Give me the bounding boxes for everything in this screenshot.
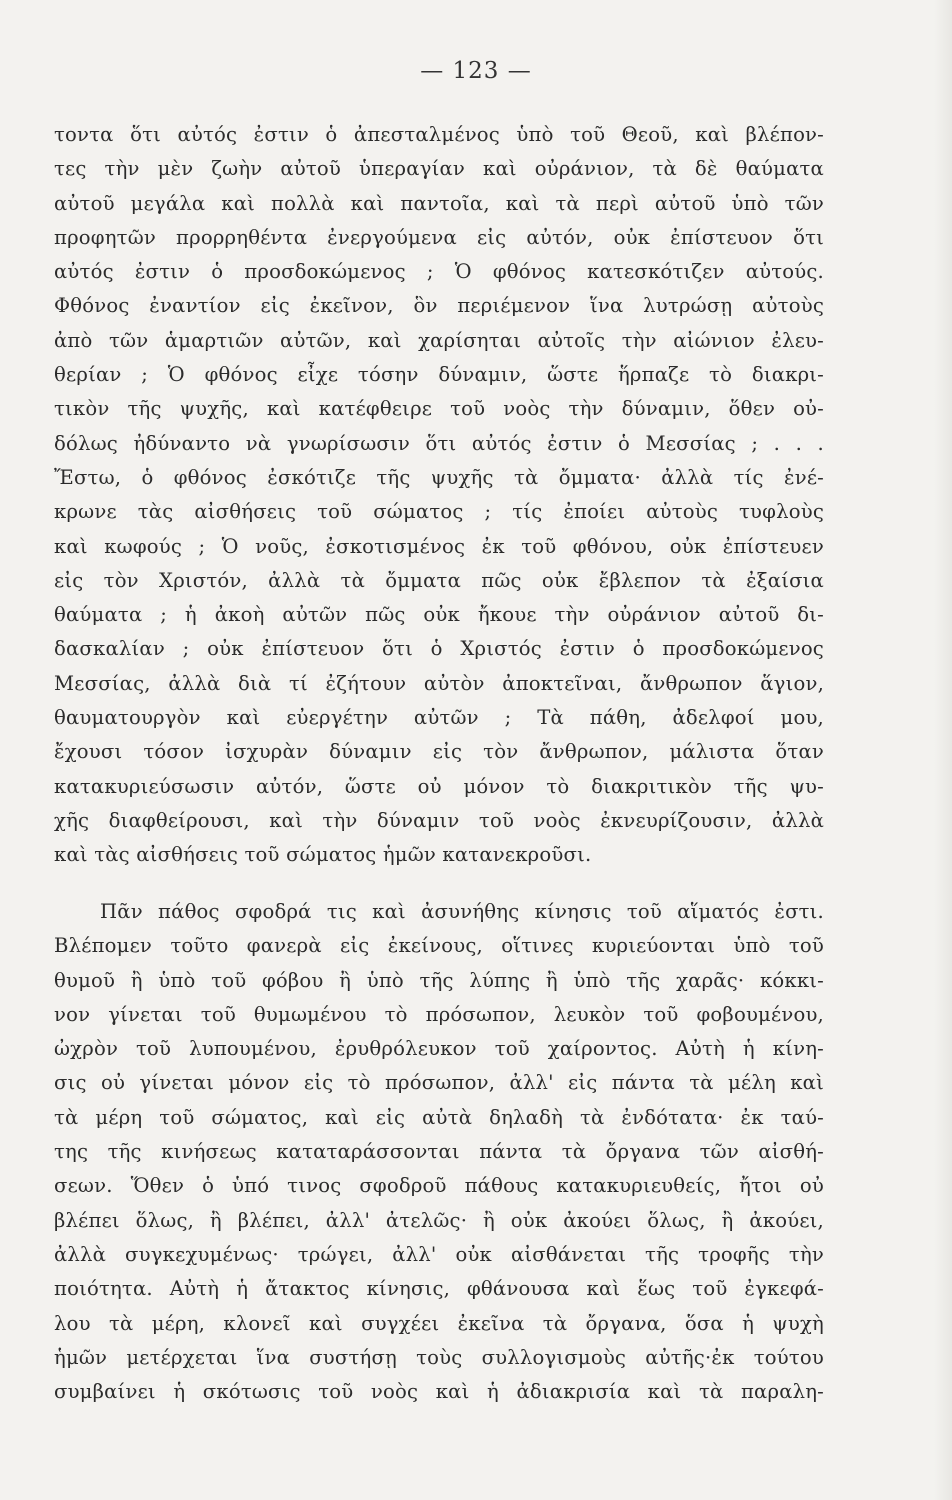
text-line: σεων. Ὅθεν ὁ ὑπό τινος σφοδροῦ πάθους κατακυριευθείς, ἤτοι οὐ	[54, 1174, 824, 1198]
text-line: Φθόνος ἐναντίον εἰς ἐκεῖνον, ὃν περιέμενον ἵνα λυτρώσῃ αὐτοὺς	[54, 294, 824, 318]
text-line: ἀλλὰ συγκεχυμένως· τρώγει, ἀλλ' οὐκ αἰσθάνεται τῆς τροφῆς τὴν	[54, 1242, 824, 1266]
text-line: καὶ κωφούς ; Ὁ νοῦς, ἐσκοτισμένος ἐκ τοῦ φθόνου, οὐκ ἐπίστευεν	[54, 534, 824, 558]
text-line: κρωνε τὰς αἰσθήσεις τοῦ σώματος ; τίς ἐποίει αὐτοὺς τυφλοὺς	[54, 500, 824, 524]
text-line: ἡμῶν μετέρχεται ἵνα συστήσῃ τοὺς συλλογισμοὺς αὐτῆς·ἐκ τούτου	[54, 1345, 824, 1369]
paragraph-1	[54, 118, 824, 873]
text-line: ὠχρὸν τοῦ λυπουμένου, ἐρυθρόλευκον τοῦ χαίροντος. Αὐτὴ ἡ κίνη-	[54, 1037, 824, 1061]
text-line: τὰ μέρη τοῦ σώματος, καὶ εἰς αὐτὰ δηλαδὴ τὰ ἐνδότατα· ἐκ ταύ-	[54, 1105, 824, 1129]
text-line: εἰς τὸν Χριστόν, ἀλλὰ τὰ ὄμματα πῶς οὐκ ἔβλεπον τὰ ἐξαίσια	[54, 568, 824, 592]
text-line: ἀπὸ τῶν ἁμαρτιῶν αὐτῶν, καὶ χαρίσηται αὐτοῖς τὴν αἰώνιον ἐλευ-	[54, 328, 824, 352]
text-line: θερίαν ; Ὁ φθόνος εἶχε τόσην δύναμιν, ὥστε ἥρπαζε τὸ διακρι-	[54, 363, 824, 387]
text-line: θαύματα ; ἡ ἀκοὴ αὐτῶν πῶς οὐκ ἤκουε τὴν οὐράνιον αὐτοῦ δι-	[54, 603, 824, 627]
text-line: συμβαίνει ἡ σκότωσις τοῦ νοὸς καὶ ἡ ἀδιακρισία καὶ τὰ παραλη-	[54, 1380, 824, 1404]
text-line: Μεσσίας, ἀλλὰ διὰ τί ἐζήτουν αὐτὸν ἀποκτεῖναι, ἄνθρωπον ἅγιον,	[54, 671, 824, 695]
text-line: τες τὴν μὲν ζωὴν αὐτοῦ ὑπεραγίαν καὶ οὐράνιον, τὰ δὲ θαύματα	[54, 157, 824, 181]
text-line: λου τὰ μέρη, κλονεῖ καὶ συγχέει ἐκεῖνα τὰ ὄργανα, ὅσα ἡ ψυχὴ	[54, 1311, 824, 1335]
text-line: σις οὐ γίνεται μόνον εἰς τὸ πρόσωπον, ἀλλ' εἰς πάντα τὰ μέλη καὶ	[54, 1071, 824, 1095]
text-line: καὶ τὰς αἰσθήσεις τοῦ σώματος ἡμῶν κατανεκροῦσι.	[54, 843, 592, 867]
text-line: δόλως ἠδύναντο νὰ γνωρίσωσιν ὅτι αὐτός ἐστιν ὁ Μεσσίας ; . . .	[54, 431, 824, 455]
text-line: αὐτός ἐστιν ὁ προσδοκώμενος ; Ὁ φθόνος κατεσκότιζεν αὐτούς.	[54, 260, 824, 284]
text-line: βλέπει ὅλως, ἢ βλέπει, ἀλλ' ἀτελῶς· ἢ οὐκ ἀκούει ὅλως, ἢ ἀκούει,	[54, 1208, 824, 1232]
page-edge-shadow	[934, 0, 952, 1500]
text-line: δασκαλίαν ; οὐκ ἐπίστευον ὅτι ὁ Χριστός ἐστιν ὁ προσδοκώμενος	[54, 637, 824, 661]
text-line: Ἔστω, ὁ φθόνος ἐσκότιζε τῆς ψυχῆς τὰ ὄμματα· ἀλλὰ τίς ἐνέ-	[54, 465, 824, 489]
page-number: — 123 —	[420, 58, 532, 84]
text-line: χῆς διαφθείρουσι, καὶ τὴν δύναμιν τοῦ νοὸς ἐκνευρίζουσιν, ἀλλὰ	[54, 808, 824, 832]
text-line: Βλέπομεν τοῦτο φανερὰ εἰς ἐκείνους, οἵτινες κυριεύονται ὑπὸ τοῦ	[54, 934, 824, 958]
text-line: ἔχουσι τόσον ἰσχυρὰν δύναμιν εἰς τὸν ἄνθρωπον, μάλιστα ὅταν	[54, 740, 824, 764]
text-line: προφητῶν προρρηθέντα ἐνεργούμενα εἰς αὐτόν, οὐκ ἐπίστευον ὅτι	[54, 225, 824, 249]
text-line: νον γίνεται τοῦ θυμωμένου τὸ πρόσωπον, λευκὸν τοῦ φοβουμένου,	[54, 1002, 824, 1026]
text-line: αὐτοῦ μεγάλα καὶ πολλὰ καὶ παντοῖα, καὶ τὰ περὶ αὐτοῦ ὑπὸ τῶν	[54, 191, 824, 215]
text-line: της τῆς κινήσεως καταταράσσονται πάντα τὰ ὄργανα τῶν αἰσθή-	[54, 1140, 824, 1164]
text-line: θυμοῦ ἢ ὑπὸ τοῦ φόβου ἢ ὑπὸ τῆς λύπης ἢ ὑπὸ τῆς χαρᾶς· κόκκι-	[54, 968, 824, 992]
text-line: κατακυριεύσωσιν αὐτόν, ὥστε οὐ μόνον τὸ διακριτικὸν τῆς ψυ-	[54, 774, 824, 798]
text-line: θαυματουργὸν καὶ εὐεργέτην αὐτῶν ; Τὰ πάθη, ἀδελφοί μου,	[54, 706, 824, 730]
text-line: ποιότητα. Αὐτὴ ἡ ἄτακτος κίνησις, φθάνουσα καὶ ἕως τοῦ ἐγκεφά-	[54, 1277, 824, 1301]
text-line: Πᾶν πάθος σφοδρά τις καὶ ἀσυνήθης κίνησις τοῦ αἵματός ἐστι.	[100, 900, 824, 923]
text-line: τοντα ὅτι αὐτός ἐστιν ὁ ἀπεσταλμένος ὑπὸ τοῦ Θεοῦ, καὶ βλέπον-	[54, 123, 824, 146]
paragraph-2	[54, 895, 824, 1409]
text-line: τικὸν τῆς ψυχῆς, καὶ κατέφθειρε τοῦ νοὸς τὴν δύναμιν, ὅθεν οὐ-	[54, 397, 824, 421]
